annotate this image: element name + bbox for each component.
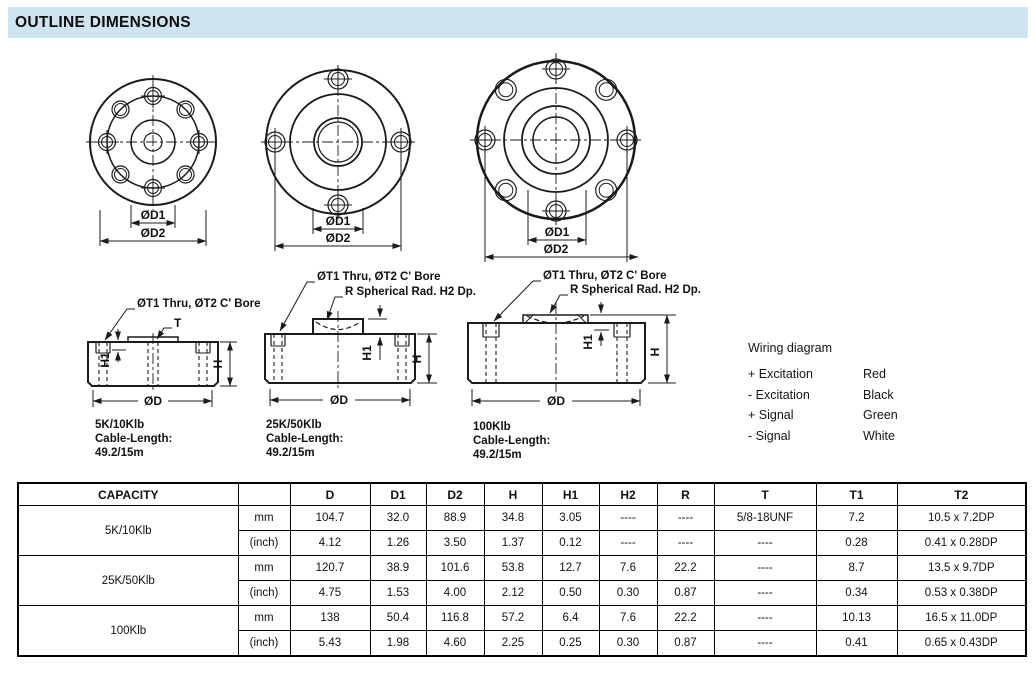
value-cell: 4.12	[290, 531, 370, 556]
caption-line: 49.2/15m	[266, 447, 315, 459]
value-cell: 12.7	[542, 556, 599, 581]
value-cell: 1.53	[370, 581, 426, 606]
caption-line: 5K/10Klb	[95, 419, 145, 431]
value-cell: 0.41 x 0.28DP	[897, 531, 1026, 556]
value-cell: 53.8	[484, 556, 542, 581]
value-cell: 38.9	[370, 556, 426, 581]
value-cell: 10.13	[816, 606, 897, 631]
caption-line: 25K/50Klb	[266, 419, 322, 431]
value-cell: 0.87	[657, 581, 714, 606]
section-header	[8, 7, 1028, 38]
unit-cell: (inch)	[238, 631, 290, 657]
value-cell: 0.12	[542, 531, 599, 556]
value-cell: ----	[714, 556, 816, 581]
wiring-label: - Excitation	[748, 387, 810, 402]
value-cell: 34.8	[484, 506, 542, 531]
caption-line: Cable-Length:	[266, 433, 344, 445]
wiring-diagram	[748, 341, 898, 446]
table-row	[18, 506, 1026, 531]
dim-d2-label: ØD2	[140, 226, 166, 240]
wiring-label: + Signal	[748, 408, 794, 422]
value-cell: 1.98	[370, 631, 426, 657]
value-cell: 0.30	[599, 631, 657, 657]
dim-h-label: H	[211, 359, 225, 369]
value-cell: ----	[714, 631, 816, 657]
table-row	[18, 556, 1026, 581]
value-cell: 101.6	[426, 556, 484, 581]
top-view-25k-50klb	[261, 65, 415, 251]
value-cell: 0.41	[816, 631, 897, 657]
value-cell: 6.4	[542, 606, 599, 631]
value-cell: 138	[290, 606, 370, 631]
caption-line: 49.2/15m	[473, 449, 522, 461]
value-cell: 22.2	[657, 606, 714, 631]
column-header: H	[484, 483, 542, 506]
dim-d1-label: ØD1	[325, 214, 351, 228]
dimensions-table	[17, 482, 1027, 657]
caption-line: Cable-Length:	[95, 433, 173, 445]
caption-line: 100Klb	[473, 421, 511, 433]
value-cell: 16.5 x 11.0DP	[897, 606, 1026, 631]
dim-od-label: ØD	[547, 394, 565, 408]
dim-h1-label: H1	[581, 334, 595, 350]
value-cell: ----	[657, 531, 714, 556]
value-cell: 0.34	[816, 581, 897, 606]
dim-d1-label: ØD1	[140, 208, 166, 222]
dim-od-label: ØD	[144, 394, 162, 408]
value-cell: 104.7	[290, 506, 370, 531]
dim-h1-label: H1	[98, 352, 112, 368]
column-header: H1	[542, 483, 599, 506]
value-cell: ----	[599, 531, 657, 556]
value-cell: 50.4	[370, 606, 426, 631]
column-header: T1	[816, 483, 897, 506]
value-cell: ----	[714, 606, 816, 631]
capacity-cell: 5K/10Klb	[18, 506, 238, 556]
value-cell: ----	[657, 506, 714, 531]
value-cell: 116.8	[426, 606, 484, 631]
value-cell: 0.53 x 0.38DP	[897, 581, 1026, 606]
column-header: T2	[897, 483, 1026, 506]
value-cell: 5.43	[290, 631, 370, 657]
capacity-cell: 100Klb	[18, 606, 238, 657]
value-cell: 13.5 x 9.7DP	[897, 556, 1026, 581]
dim-h1-label: H1	[360, 345, 374, 361]
value-cell: 10.5 x 7.2DP	[897, 506, 1026, 531]
dim-d2-label: ØD2	[543, 242, 569, 256]
spherical-callout-label: R Spherical Rad. H2 Dp.	[345, 286, 477, 298]
value-cell: 0.25	[542, 631, 599, 657]
value-cell: 7.6	[599, 556, 657, 581]
caption-line: Cable-Length:	[473, 435, 551, 447]
value-cell: 7.2	[816, 506, 897, 531]
dim-d2-label: ØD2	[325, 231, 351, 245]
side-view-5k-10klb	[88, 298, 261, 459]
column-header: D	[290, 483, 370, 506]
wiring-color-value: Green	[863, 408, 898, 422]
unit-cell: mm	[238, 506, 290, 531]
value-cell: 1.26	[370, 531, 426, 556]
top-view-100klb	[470, 53, 642, 262]
unit-cell: (inch)	[238, 581, 290, 606]
value-cell: 3.50	[426, 531, 484, 556]
value-cell: 2.25	[484, 631, 542, 657]
bore-callout-label: ØT1 Thru, ØT2 C' Bore	[137, 298, 261, 310]
side-view-25k-50klb	[265, 271, 476, 459]
value-cell: 3.05	[542, 506, 599, 531]
value-cell: 120.7	[290, 556, 370, 581]
column-header: D1	[370, 483, 426, 506]
wiring-color-value: White	[863, 428, 895, 443]
dim-od-label: ØD	[330, 393, 348, 407]
value-cell: 4.00	[426, 581, 484, 606]
unit-cell: mm	[238, 556, 290, 581]
dim-h-label: H	[648, 347, 662, 357]
capacity-cell: 25K/50Klb	[18, 556, 238, 606]
dim-h-label: H	[410, 354, 424, 364]
value-cell: 22.2	[657, 556, 714, 581]
thread-callout-label: T	[174, 316, 182, 330]
value-cell: 57.2	[484, 606, 542, 631]
dim-d1-label: ØD1	[544, 225, 570, 239]
value-cell: 88.9	[426, 506, 484, 531]
value-cell: 32.0	[370, 506, 426, 531]
dims-table-header-row	[18, 483, 1026, 506]
wiring-label: + Excitation	[748, 367, 813, 381]
column-header	[238, 483, 290, 506]
value-cell: 0.28	[816, 531, 897, 556]
value-cell: 0.87	[657, 631, 714, 657]
value-cell: 0.50	[542, 581, 599, 606]
dims-table-body	[18, 506, 1026, 657]
wiring-color-value: Black	[863, 387, 894, 402]
unit-cell: (inch)	[238, 531, 290, 556]
wiring-label: - Signal	[748, 428, 791, 443]
table-row	[18, 606, 1026, 631]
wiring-color-value: Red	[863, 367, 886, 381]
value-cell: ----	[714, 581, 816, 606]
wiring-title: Wiring diagram	[748, 341, 833, 355]
column-header: D2	[426, 483, 484, 506]
dimensions-table-section	[17, 482, 1027, 657]
caption-line: 49.2/15m	[95, 447, 144, 459]
column-header: T	[714, 483, 816, 506]
spherical-callout-label: R Spherical Rad. H2 Dp.	[570, 284, 702, 296]
value-cell: ----	[599, 506, 657, 531]
value-cell: 0.65 x 0.43DP	[897, 631, 1026, 657]
value-cell: 1.37	[484, 531, 542, 556]
value-cell: 5/8-18UNF	[714, 506, 816, 531]
wiring-rows	[748, 364, 898, 446]
column-header: R	[657, 483, 714, 506]
top-view-5k-10klb	[86, 75, 220, 246]
value-cell: 4.75	[290, 581, 370, 606]
column-header: H2	[599, 483, 657, 506]
value-cell: 0.30	[599, 581, 657, 606]
side-view-100klb	[468, 270, 701, 461]
value-cell: 2.12	[484, 581, 542, 606]
bore-callout-label: ØT1 Thru, ØT2 C' Bore	[317, 271, 441, 283]
value-cell: 7.6	[599, 606, 657, 631]
value-cell: ----	[714, 531, 816, 556]
value-cell: 8.7	[816, 556, 897, 581]
section-title: OUTLINE DIMENSIONS	[15, 13, 191, 31]
unit-cell: mm	[238, 606, 290, 631]
bore-callout-label: ØT1 Thru, ØT2 C' Bore	[543, 270, 667, 282]
value-cell: 4.60	[426, 631, 484, 657]
column-header: CAPACITY	[18, 483, 238, 506]
